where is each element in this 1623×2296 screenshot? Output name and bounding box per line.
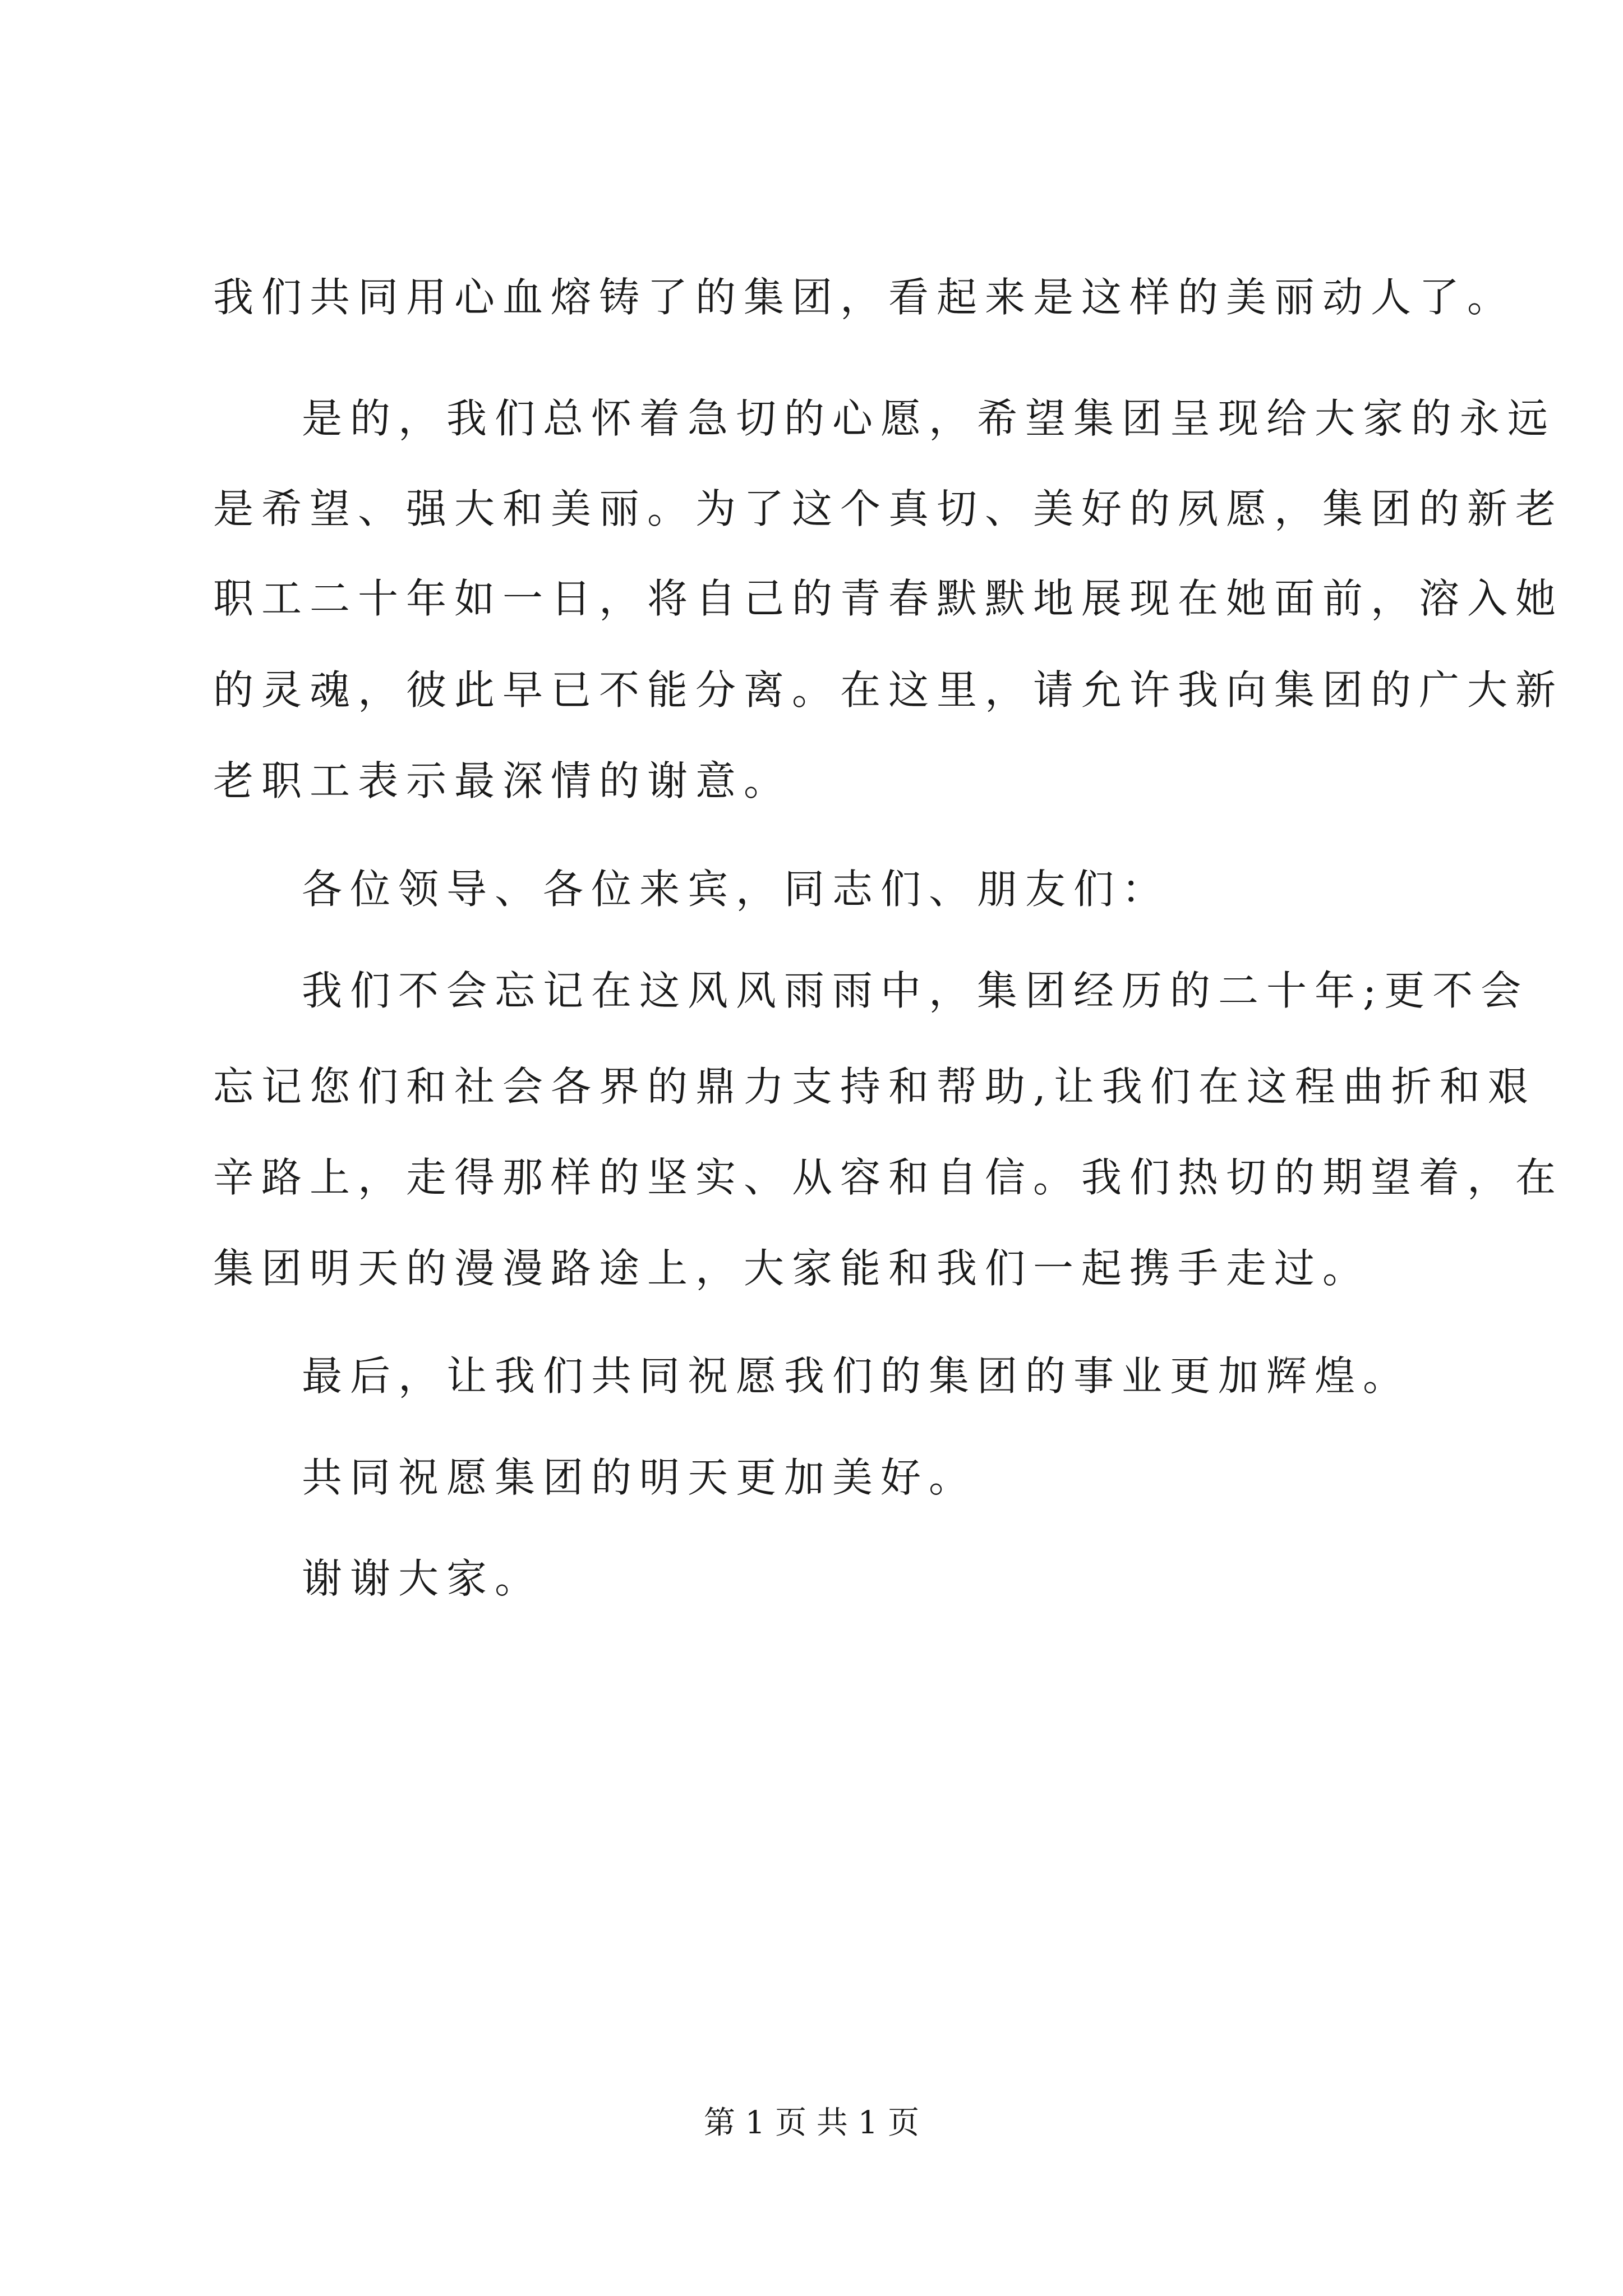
- paragraph-line: 辛路上，走得那样的坚实、从容和自信。我们热切的期望着，在: [213, 1154, 1564, 1201]
- paragraph-line: 我们不会忘记在这风风雨雨中，集团经历的二十年;更不会: [302, 967, 1529, 1014]
- paragraph-line: 共同祝愿集团的明天更加美好。: [302, 1454, 978, 1501]
- page-number-footer: 第 1 页 共 1 页: [703, 2105, 920, 2141]
- paragraph-line: 是希望、强大和美丽。为了这个真切、美好的夙愿，集团的新老: [213, 485, 1564, 532]
- closing-line: 谢谢大家。: [302, 1555, 543, 1602]
- paragraph-line: 我们共同用心血熔铸了的集团，看起来是这样的美丽动人了。: [213, 274, 1516, 321]
- paragraph-line: 忘记您们和社会各界的鼎力支持和帮助,让我们在这程曲折和艰: [213, 1063, 1536, 1110]
- paragraph-line: 老职工表示最深情的谢意。: [213, 757, 792, 804]
- greeting-line: 各位领导、各位来宾，同志们、朋友们：: [302, 866, 1170, 913]
- paragraph-line: 职工二十年如一日，将自己的青春默默地展现在她面前，溶入她: [213, 575, 1564, 622]
- paragraph-line: 最后，让我们共同祝愿我们的集团的事业更加辉煌。: [302, 1352, 1412, 1400]
- paragraph-line: 集团明天的漫漫路途上，大家能和我们一起携手走过。: [213, 1245, 1371, 1292]
- paragraph-line: 是的，我们总怀着急切的心愿，希望集团呈现给大家的永远: [302, 395, 1556, 442]
- paragraph-line: 的灵魂，彼此早已不能分离。在这里，请允许我向集团的广大新: [213, 666, 1564, 714]
